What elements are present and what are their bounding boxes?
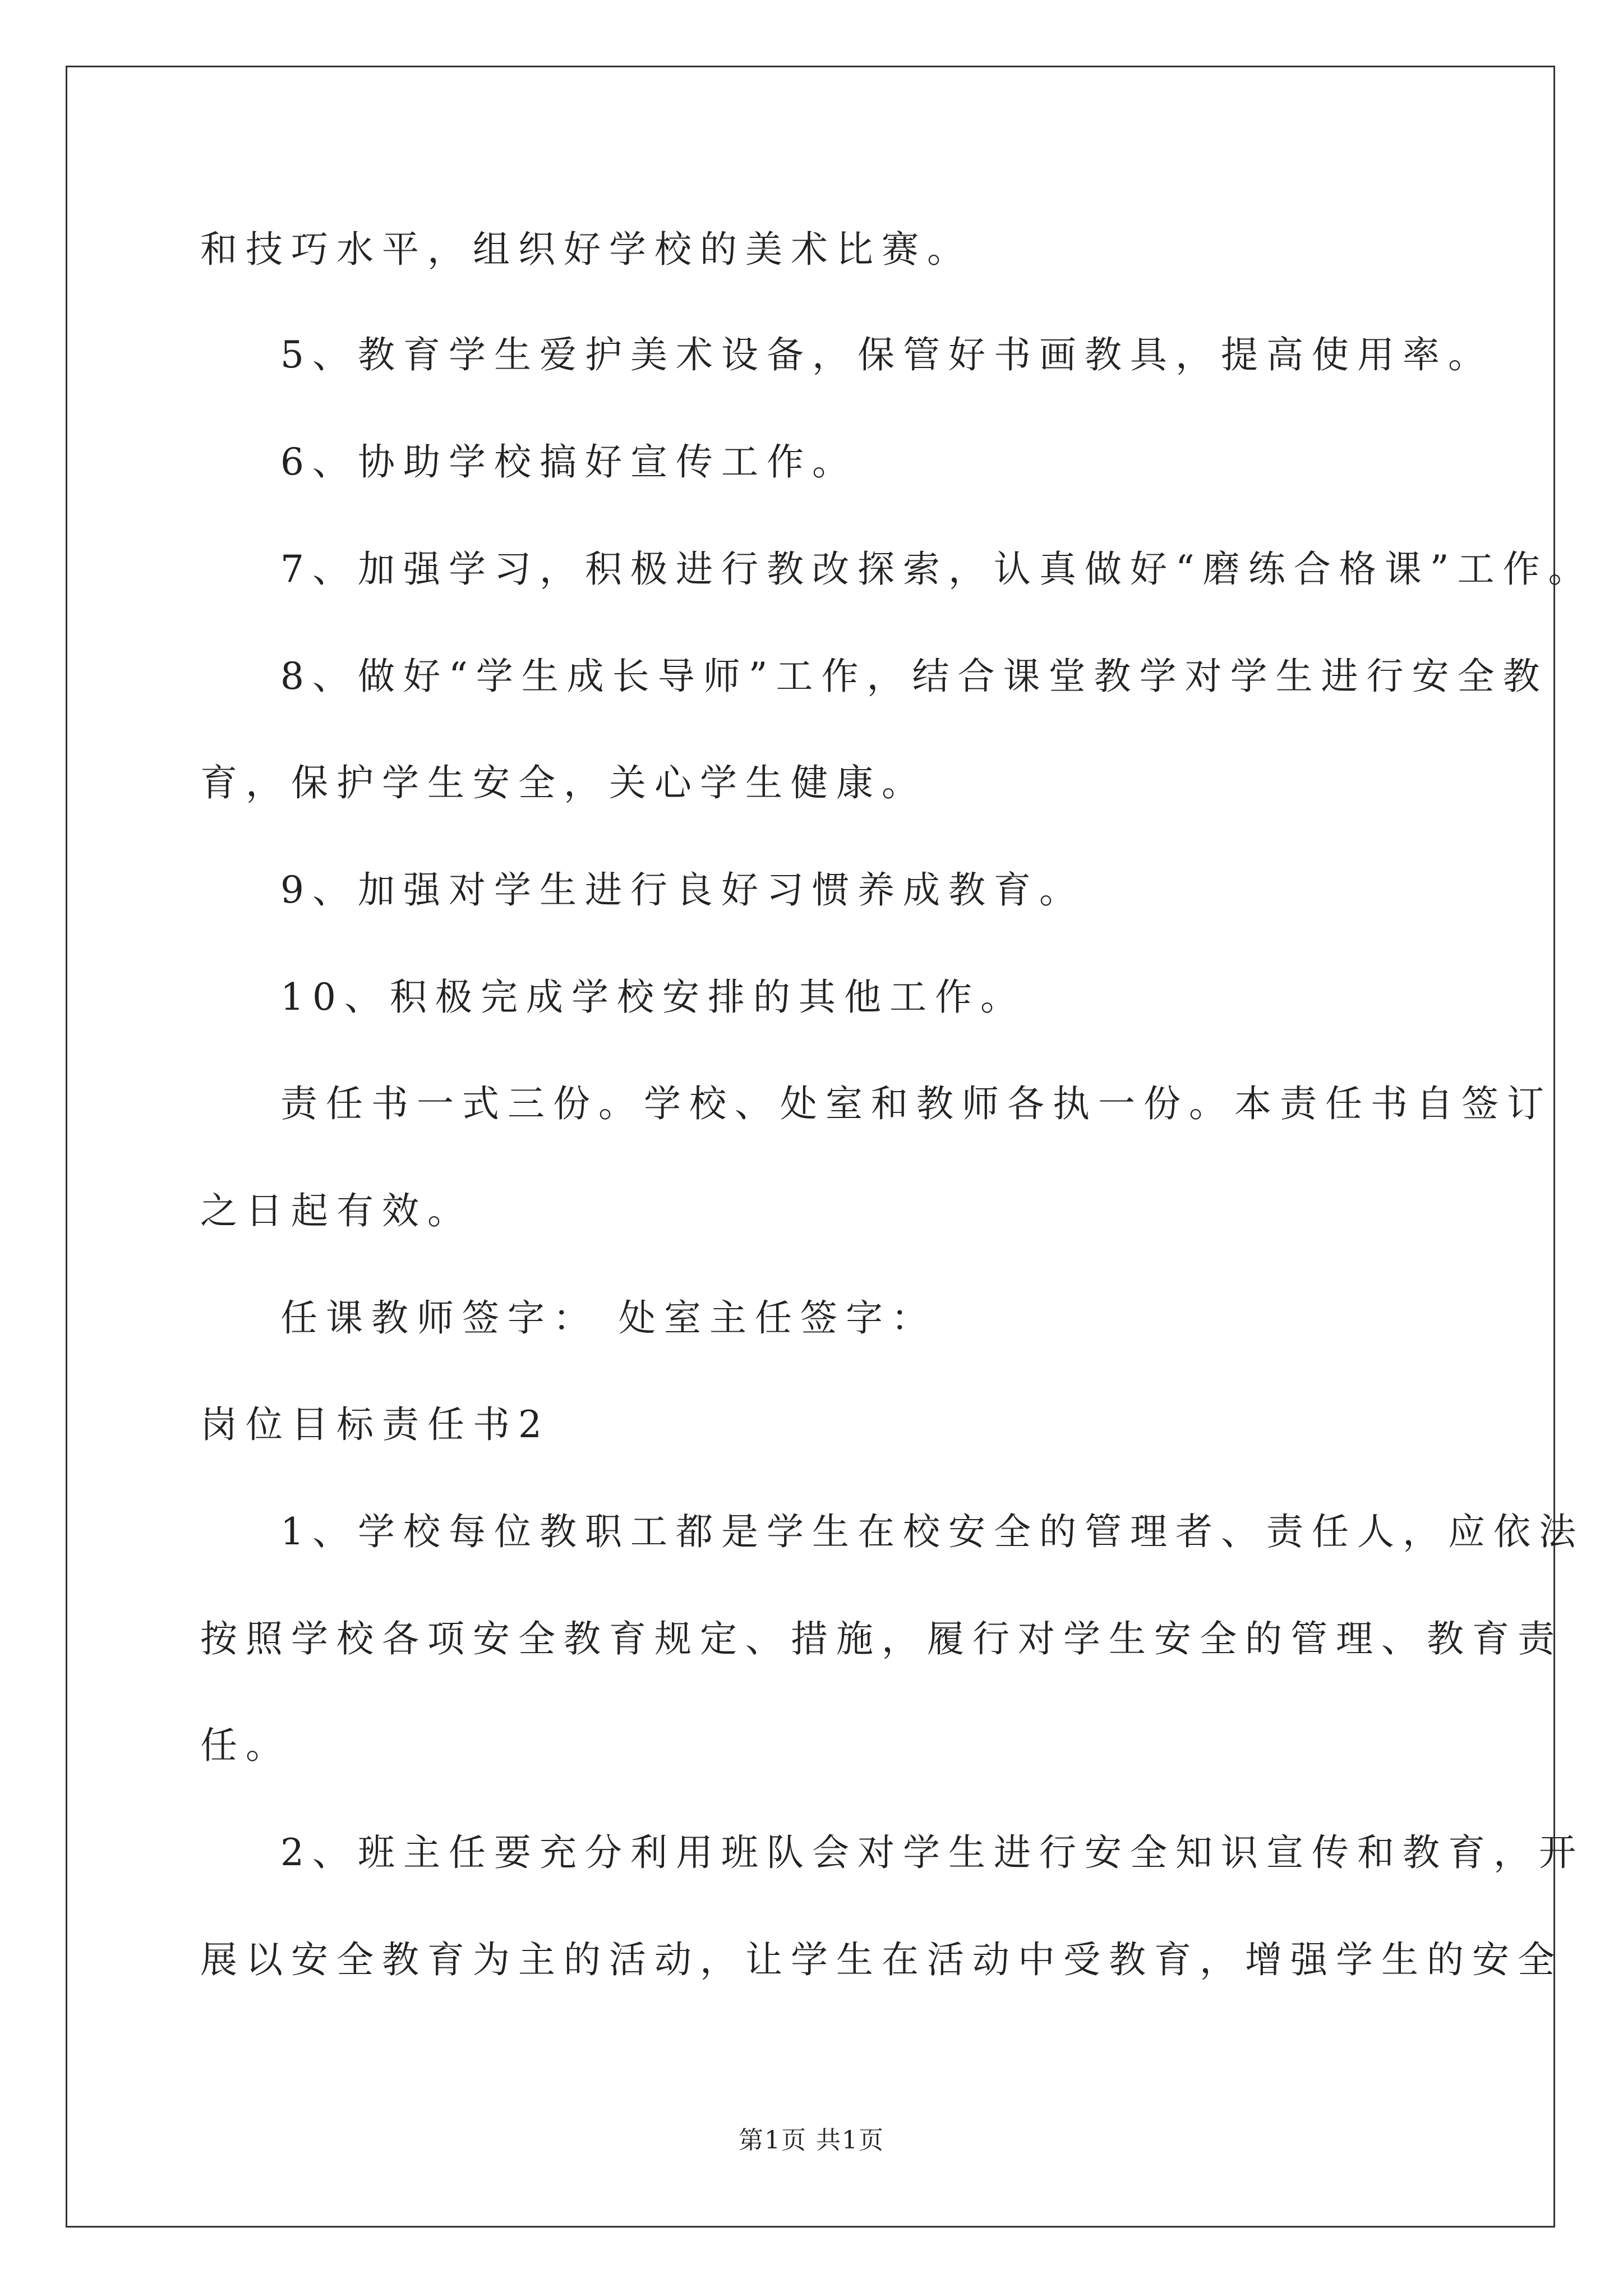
- text-line: 6、协助学校搞好宣传工作。: [280, 440, 857, 484]
- text-line: 任。: [200, 1724, 291, 1767]
- text-line: 育，保护学生安全，关心学生健康。: [200, 761, 927, 804]
- text-line: 7、加强学习，积极进行教改探索，认真做好“磨练合格课”工作。: [280, 547, 1594, 591]
- text-line: 1、学校每位教职工都是学生在校安全的管理者、责任人，应依法: [280, 1510, 1584, 1553]
- text-line: 之日起有效。: [200, 1189, 473, 1232]
- text-line: 2、班主任要充分利用班队会对学生进行安全知识宣传和教育，开: [280, 1831, 1584, 1874]
- text-line: 和技巧水平，组织好学校的美术比赛。: [200, 228, 972, 271]
- text-line: 8、做好“学生成长导师”工作，结合课堂教学对学生进行安全教: [280, 655, 1548, 698]
- text-line: 展以安全教育为主的活动，让学生在活动中受教育，增强学生的安全: [200, 1938, 1563, 1981]
- text-line: 按照学校各项安全教育规定、措施，履行对学生安全的管理、教育责: [200, 1617, 1563, 1660]
- text-line: 9、加强对学生进行良好习惯养成教育。: [280, 868, 1085, 912]
- text-line: 5、教育学生爱护美术设备，保管好书画教具，提高使用率。: [280, 333, 1493, 376]
- page-footer: 第1页 共1页: [739, 2126, 884, 2155]
- signature-line: 任课教师签字： 处室主任签字：: [280, 1296, 937, 1340]
- page-border: [66, 66, 1555, 2228]
- section-title: 岗位目标责任书2: [200, 1403, 550, 1446]
- text-line: 责任书一式三份。学校、处室和教师各执一份。本责任书自签订: [280, 1082, 1552, 1125]
- text-line: 10、积极完成学校安排的其他工作。: [280, 976, 1026, 1019]
